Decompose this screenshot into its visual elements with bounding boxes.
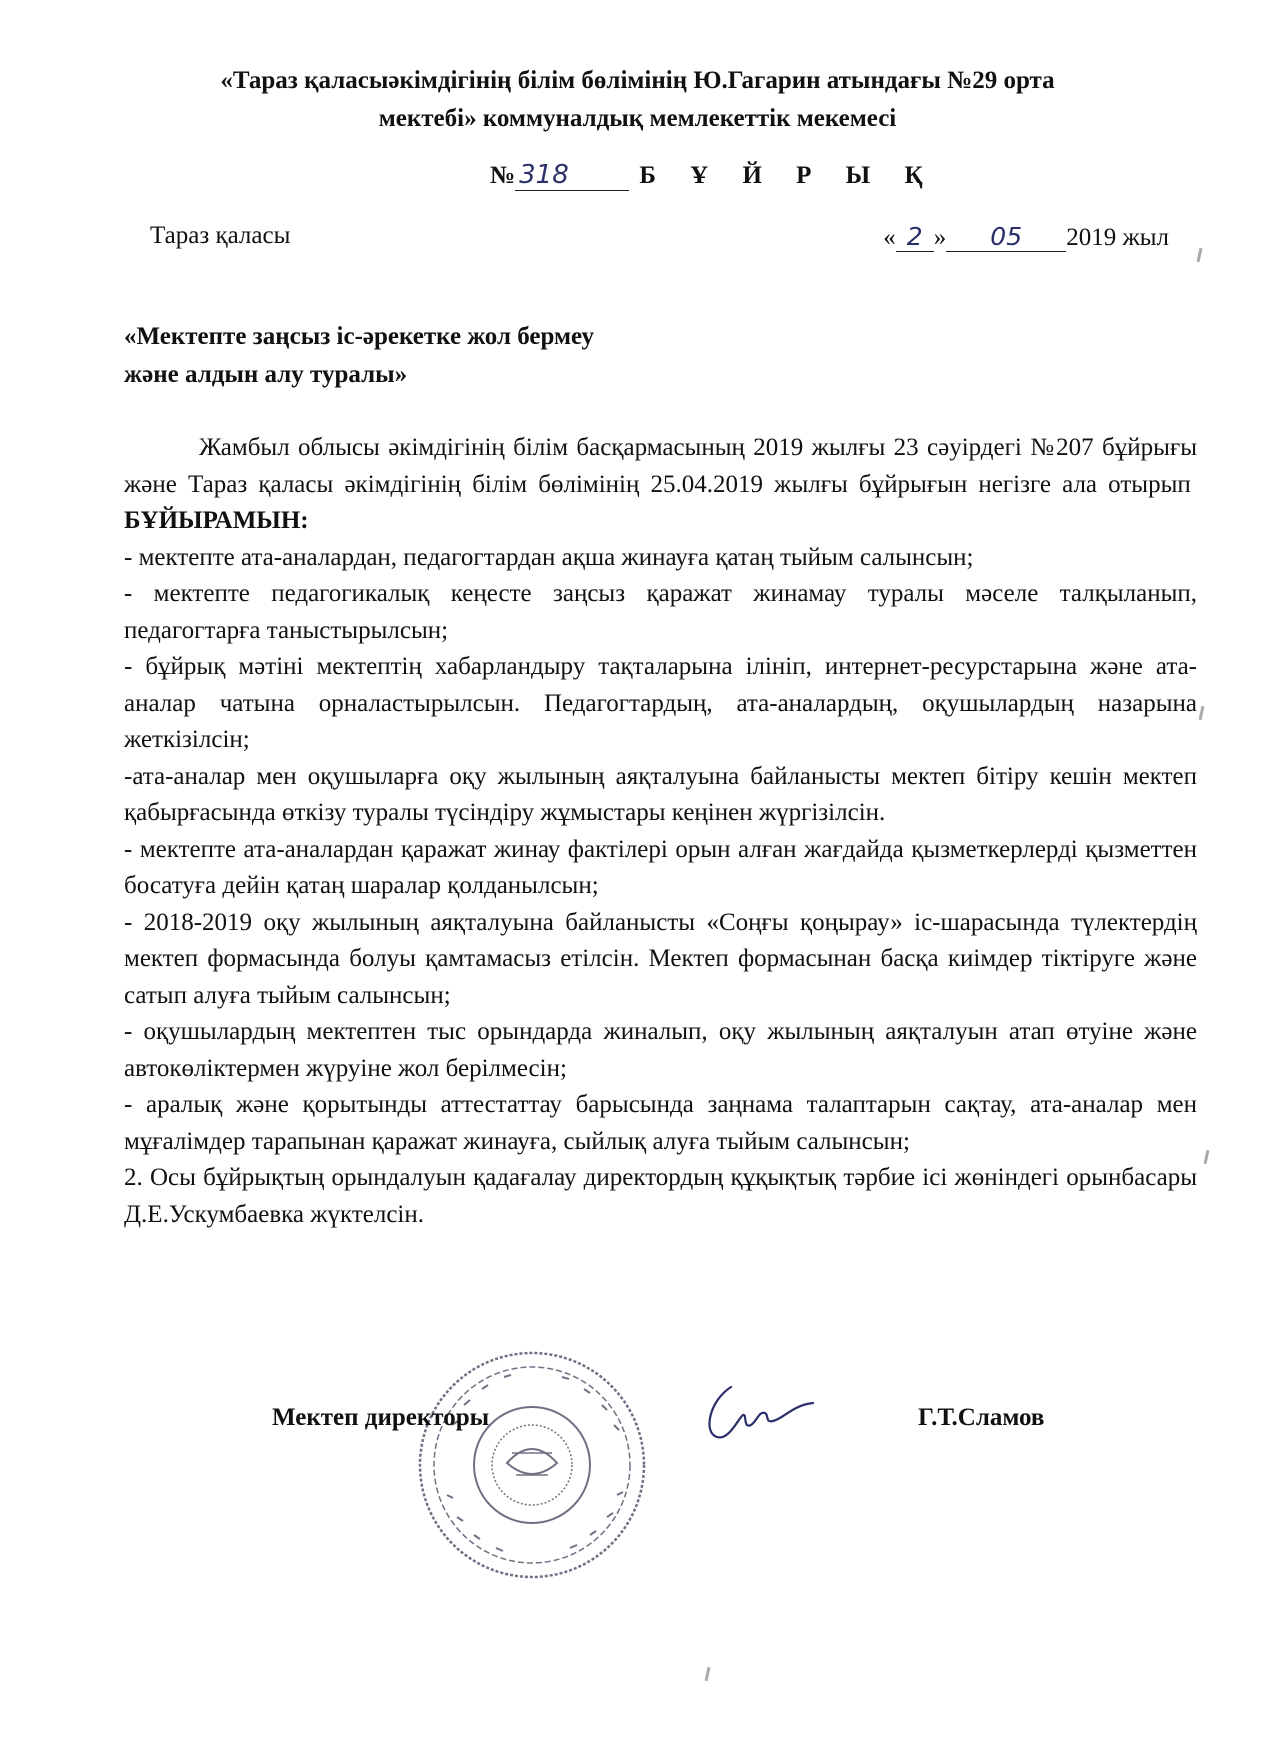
scan-speck: [1199, 706, 1205, 720]
order-subject: [124, 318, 594, 394]
signature-block: [0, 1404, 1275, 1464]
subject-line-1: «Мектепте заңсыз іс-әрекетке жол бермеу: [124, 323, 595, 350]
date-day-handwritten: 2: [896, 222, 934, 252]
institution-header: [150, 62, 1125, 138]
date-open-quote: «: [883, 224, 896, 251]
signatory-name: Г.Т.Сламов: [918, 1404, 1045, 1431]
place-label: Тараз қаласы: [150, 222, 291, 249]
body-intro: Жамбыл облысы әкімдігінің білім басқармасының 2019 жылғы 23 сәуірдегі №207 бұйрығы және Тараз қаласы әкімдігінің білім бөлімінің 25.04.2019 жылғы бұйрығын негізге ала отырып: [124, 434, 1197, 498]
order-body: [124, 430, 1197, 1233]
order-number-handwritten: 318: [515, 160, 629, 191]
scan-speck: [1204, 1150, 1210, 1164]
body-item: - мектепте ата-аналардан қаражат жинау фактілері орын алған жағдайда қызметкерлерді қызметтен босатуға дейін қатаң шаралар қолданылсын;: [124, 835, 1197, 899]
order-heading: [490, 160, 937, 191]
subject-line-2: және алдын алу туралы»: [124, 361, 408, 388]
date-month-handwritten: 05: [946, 222, 1066, 252]
body-item-final: 2. Осы бұйрықтың орындалуын қадағалау директордың құқықтық тәрбие ісі жөніндегі орынбасары Д.Е.Ускумбаевка жүктелсін.: [124, 1164, 1197, 1228]
scan-speck: [1197, 248, 1203, 262]
official-stamp-icon: [412, 1345, 652, 1585]
order-number-prefix: №: [490, 162, 516, 189]
scan-speck: [705, 1667, 711, 1681]
date-close-quote: »: [933, 224, 947, 251]
header-line-1: «Тараз қаласыәкімдігінің білім бөлімінің Ю.Гагарин атындағы №29 орта: [220, 67, 1055, 94]
signatory-title: Мектеп директоры: [272, 1404, 490, 1431]
handwritten-signature-icon: [695, 1375, 825, 1455]
body-intro-paragraph: [124, 430, 1197, 540]
body-item: - оқушылардың мектептен тыс орындарда жиналып, оқу жылының аяқталуын атап өтуіне және автокөліктермен жүруіне жол берілмесін;: [124, 1018, 1197, 1082]
header-line-2: мектебі» коммуналдық мемлекеттік мекемесі: [378, 105, 897, 132]
order-date: [883, 222, 1169, 252]
order-title: Б Ұ Й Р Ы Қ: [639, 162, 937, 189]
body-item: - аралық және қорытынды аттестаттау барысында заңнама талаптарын сақтау, ата-аналар мен мұғалімдер тарапынан қаражат жинауға, сыйлық алуға тыйым салынсын;: [124, 1091, 1197, 1155]
body-item: - мектепте педагогикалық кеңесте заңсыз қаражат жинамау туралы мәселе талқыланып, педагогтарға таныстырылсын;: [124, 580, 1197, 644]
body-command: БҰЙЫРАМЫН:: [124, 507, 309, 534]
body-item: - 2018-2019 оқу жылының аяқталуына байланысты «Соңғы қоңырау» іс-шарасында түлектердің мектеп формасында болуы қамтамасыз етілсін. Мектеп формасынан басқа киімдер тіктіруге және сатып алуға тыйым салынсын;: [124, 908, 1197, 1009]
date-year: 2019 жыл: [1066, 224, 1169, 251]
body-item: - мектепте ата-аналардан, педагогтардан ақша жинауға қатаң тыйым салынсын;: [124, 543, 974, 571]
body-item: - бұйрық мәтіні мектептің хабарландыру тақталарына ілініп, интернет-ресурстарына және ата-аналар чатына орналастырылсын. Педагогтардың, ата-аналардың, оқушылардың назарына жеткізілсін;: [124, 653, 1197, 753]
body-item: -ата-аналар мен оқушыларға оқу жылының аяқталуына байланысты мектеп бітіру кешін мектеп қабырғасында өткізу туралы түсіндіру жұмыстары кеңінен жүргізілсін.: [124, 762, 1197, 826]
